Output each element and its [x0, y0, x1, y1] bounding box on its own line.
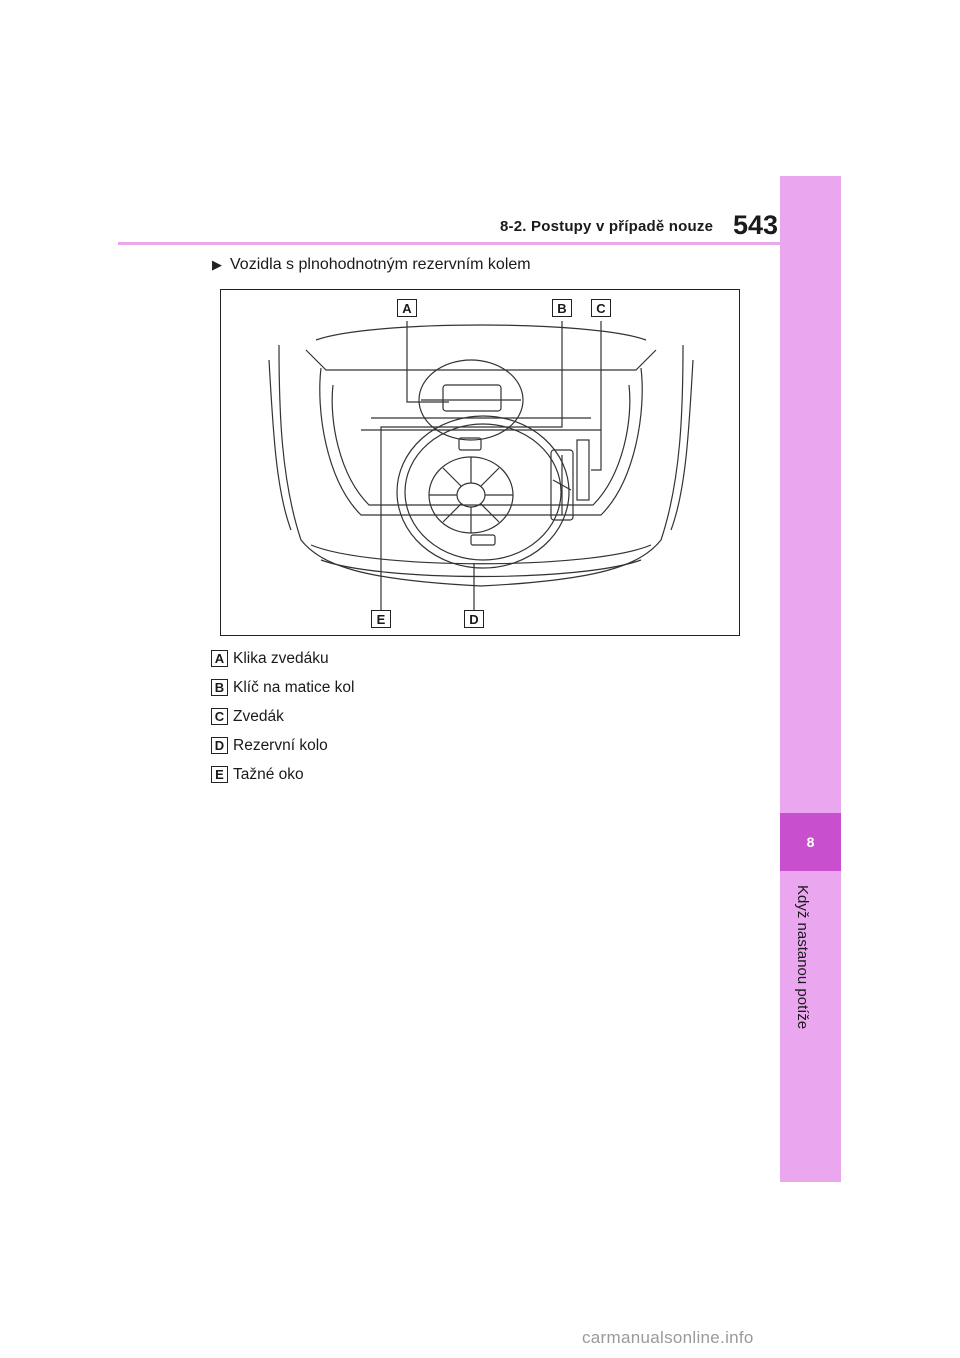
legend-item	[211, 644, 354, 673]
callout-d: D	[464, 610, 484, 628]
callout-e: E	[371, 610, 391, 628]
legend-key-e: E	[211, 766, 228, 783]
callout-a: A	[397, 299, 417, 317]
callout-b: B	[552, 299, 572, 317]
legend-key-a: A	[211, 650, 228, 667]
subheading	[212, 256, 531, 274]
legend-label: Zvedák	[233, 707, 284, 725]
subheading-text: Vozidla s plnohodnotným rezervním kolem	[230, 256, 531, 273]
legend-label: Klíč na matice kol	[233, 678, 355, 696]
chapter-title-vertical: Když nastanou potíže	[794, 885, 811, 1030]
car-trunk-drawing	[221, 290, 741, 637]
legend-label: Klika zvedáku	[233, 649, 329, 667]
callout-c: C	[591, 299, 611, 317]
legend-item	[211, 760, 354, 789]
legend-item	[211, 673, 354, 702]
chapter-number-tab[interactable]: 8	[780, 813, 841, 871]
legend-item	[211, 702, 354, 731]
page-number: 543	[733, 210, 779, 240]
triangle-bullet-icon: ▶	[212, 257, 222, 272]
watermark: carmanualsonline.info	[582, 1328, 754, 1347]
legend-key-c: C	[211, 708, 228, 725]
legend-key-d: D	[211, 737, 228, 754]
legend-label: Tažné oko	[233, 765, 304, 783]
legend-item	[211, 731, 354, 760]
chapter-side-tab	[780, 176, 841, 1182]
trunk-illustration	[220, 289, 740, 636]
section-title: 8-2. Postupy v případě nouze	[500, 218, 714, 235]
legend-list	[211, 644, 354, 789]
legend-key-b: B	[211, 679, 228, 696]
header-rule	[118, 242, 780, 245]
legend-label: Rezervní kolo	[233, 736, 328, 754]
